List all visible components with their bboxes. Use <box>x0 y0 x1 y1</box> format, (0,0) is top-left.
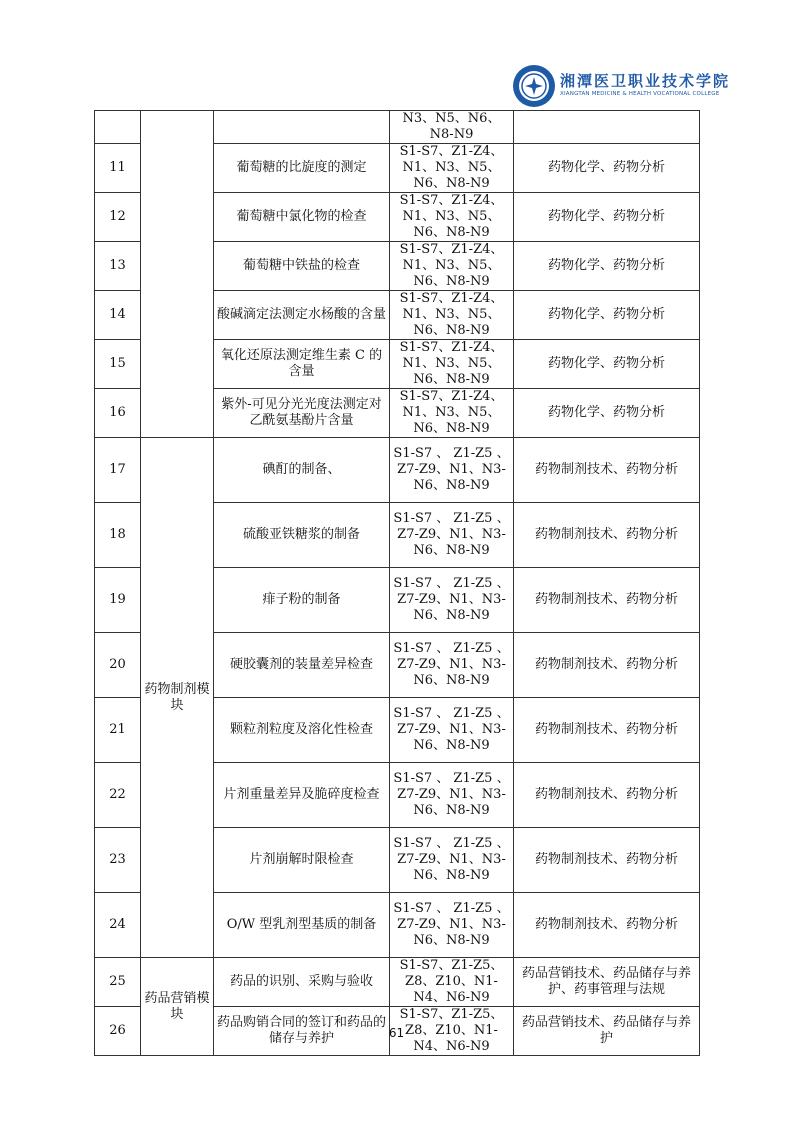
standards: S1-S7 、 Z1-Z5 、Z7-Z9、N1、N3-N6、N8-N9 <box>390 698 514 763</box>
standards: S1-S7、Z1-Z4、N1、N3、N5、N6、N8-N9 <box>390 144 514 193</box>
row-number: 23 <box>95 828 141 893</box>
row-number: 25 <box>95 958 141 1007</box>
project-name: 药品的识别、采购与验收 <box>214 958 390 1007</box>
row-number <box>95 111 141 144</box>
project-name: O/W 型乳剂型基质的制备 <box>214 893 390 958</box>
row-number: 13 <box>95 242 141 291</box>
module-cell-blank <box>141 111 214 438</box>
row-number: 12 <box>95 193 141 242</box>
row-number: 15 <box>95 340 141 389</box>
project-name: 硬胶囊剂的装量差异检查 <box>214 633 390 698</box>
table-row <box>95 958 700 1007</box>
course <box>514 111 700 144</box>
project-name: 碘酊的制备、 <box>214 438 390 503</box>
curriculum-table <box>94 110 700 1056</box>
school-name: 湘潭医卫职业技术学院 <box>560 72 731 90</box>
course: 药物制剂技术、药物分析 <box>514 828 700 893</box>
row-number: 14 <box>95 291 141 340</box>
module-drug-prep: 药物制剂模块 <box>141 438 214 958</box>
standards: S1-S7 、 Z1-Z5 、Z7-Z9、N1、N3-N6、N8-N9 <box>390 828 514 893</box>
row-number: 20 <box>95 633 141 698</box>
project-name: 痱子粉的制备 <box>214 568 390 633</box>
project-name: 药品购销合同的签订和药品的储存与养护 <box>214 1007 390 1056</box>
course: 药物制剂技术、药物分析 <box>514 568 700 633</box>
course: 药物制剂技术、药物分析 <box>514 633 700 698</box>
standards: S1-S7、Z1-Z4、N1、N3、N5、N6、N8-N9 <box>390 242 514 291</box>
module-drug-marketing: 药品营销模块 <box>141 958 214 1056</box>
row-number: 22 <box>95 763 141 828</box>
standards: S1-S7、Z1-Z4、N1、N3、N5、N6、N8-N9 <box>390 340 514 389</box>
project-name: 颗粒剂粒度及溶化性检查 <box>214 698 390 763</box>
course: 药物制剂技术、药物分析 <box>514 503 700 568</box>
project-name: 片剂重量差异及脆碎度检查 <box>214 763 390 828</box>
school-logo-icon <box>512 64 556 108</box>
course: 药物化学、药物分析 <box>514 193 700 242</box>
standards: S1-S7 、 Z1-Z5 、Z7-Z9、N1、N3-N6、N8-N9 <box>390 893 514 958</box>
project-name: 硫酸亚铁糖浆的制备 <box>214 503 390 568</box>
standards: S1-S7 、 Z1-Z5 、Z7-Z9、N1、N3-N6、N8-N9 <box>390 438 514 503</box>
course: 药物化学、药物分析 <box>514 144 700 193</box>
school-name-en: XIANGTAN MEDICINE & HEALTH VOCATIONAL COLLEGE <box>560 91 720 97</box>
standards: S1-S7、Z1-Z4、N1、N3、N5、N6、N8-N9 <box>390 193 514 242</box>
project-name: 葡萄糖的比旋度的测定 <box>214 144 390 193</box>
course: 药品营销技术、药品储存与养护、药事管理与法规 <box>514 958 700 1007</box>
project-name: 葡萄糖中氯化物的检查 <box>214 193 390 242</box>
course: 药物化学、药物分析 <box>514 291 700 340</box>
row-number: 17 <box>95 438 141 503</box>
table-row <box>95 438 700 503</box>
standards: S1-S7、Z1-Z4、N1、N3、N5、N6、N8-N9 <box>390 291 514 340</box>
project-name: 氧化还原法测定维生素 C 的含量 <box>214 340 390 389</box>
standards: S1-S7、Z1-Z4、N1、N3、N5、N6、N8-N9 <box>390 389 514 438</box>
project-name: 酸碱滴定法测定水杨酸的含量 <box>214 291 390 340</box>
project-name: 片剂崩解时限检查 <box>214 828 390 893</box>
row-number: 24 <box>95 893 141 958</box>
page-number: 61 <box>388 1026 405 1040</box>
course: 药品营销技术、药品储存与养护 <box>514 1007 700 1056</box>
row-number: 18 <box>95 503 141 568</box>
course: 药物制剂技术、药物分析 <box>514 698 700 763</box>
standards: S1-S7 、 Z1-Z5 、Z7-Z9、N1、N3-N6、N8-N9 <box>390 568 514 633</box>
course: 药物制剂技术、药物分析 <box>514 438 700 503</box>
project-name: 紫外-可见分光光度法测定对乙酰氨基酚片含量 <box>214 389 390 438</box>
standards: S1-S7、Z1-Z5、Z8、Z10、N1-N4、N6-N9 <box>390 958 514 1007</box>
row-number: 21 <box>95 698 141 763</box>
row-number: 19 <box>95 568 141 633</box>
row-number: 11 <box>95 144 141 193</box>
standards: S1-S7 、 Z1-Z5 、Z7-Z9、N1、N3-N6、N8-N9 <box>390 503 514 568</box>
course: 药物制剂技术、药物分析 <box>514 893 700 958</box>
standards: S1-S7 、 Z1-Z5 、Z7-Z9、N1、N3-N6、N8-N9 <box>390 633 514 698</box>
course: 药物化学、药物分析 <box>514 242 700 291</box>
course: 药物化学、药物分析 <box>514 389 700 438</box>
project-name <box>214 111 390 144</box>
standards: N3、N5、N6、N8-N9 <box>390 111 514 144</box>
course: 药物化学、药物分析 <box>514 340 700 389</box>
row-number: 16 <box>95 389 141 438</box>
standards: S1-S7 、 Z1-Z5 、Z7-Z9、N1、N3-N6、N8-N9 <box>390 763 514 828</box>
course: 药物制剂技术、药物分析 <box>514 763 700 828</box>
row-number: 26 <box>95 1007 141 1056</box>
table-row <box>95 111 700 144</box>
project-name: 葡萄糖中铁盐的检查 <box>214 242 390 291</box>
school-header <box>512 64 731 112</box>
standards: S1-S7、Z1-Z5、Z8、Z10、N1-N4、N6-N9 <box>390 1007 514 1056</box>
